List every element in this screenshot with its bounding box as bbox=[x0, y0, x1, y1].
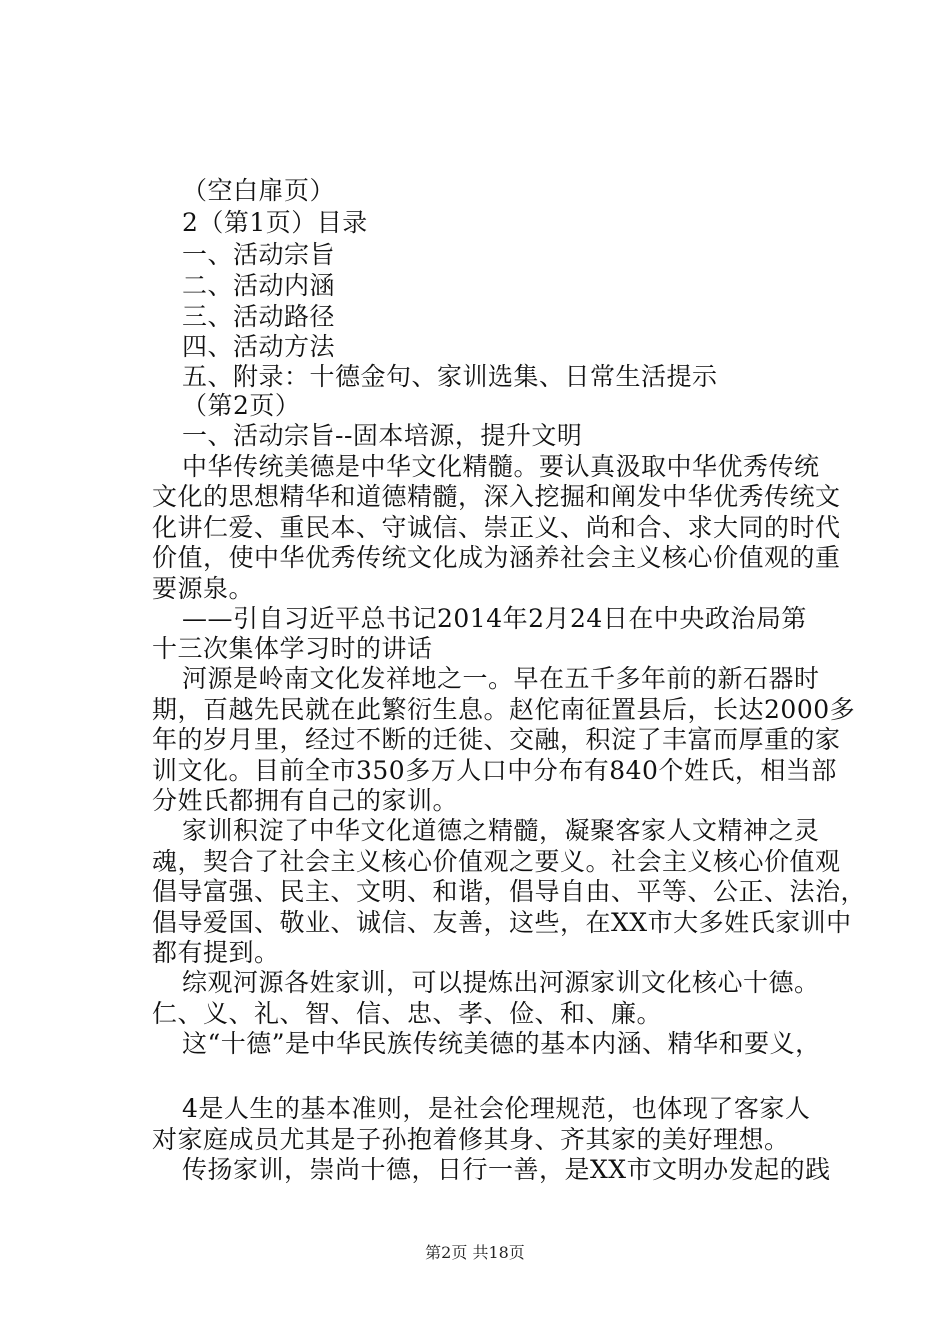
text-line: 2（第1页）目录 bbox=[182, 208, 368, 237]
text-line: 分姓氏都拥有自己的家训。 bbox=[152, 786, 459, 815]
text-line: ——引自习近平总书记2014年2月24日在中央政治局第 bbox=[182, 604, 807, 633]
text-line: 家训积淀了中华文化道德之精髓，凝聚客家人文精神之灵 bbox=[182, 816, 820, 845]
text-line: 训文化。目前全市350多万人口中分布有840个姓氏，相当部 bbox=[152, 756, 837, 785]
text-line: 要源泉。 bbox=[152, 574, 255, 603]
text-line: 对家庭成员尤其是子孙抱着修其身、齐其家的美好理想。 bbox=[152, 1125, 790, 1154]
text-line: 期，百越先民就在此繁衍生息。赵佗南征置县后，长达2000多 bbox=[152, 695, 856, 724]
text-line: 价值，使中华优秀传统文化成为涵养社会主义核心价值观的重 bbox=[152, 543, 841, 572]
text-line: 三、活动路径 bbox=[182, 302, 336, 331]
text-line: 传扬家训，崇尚十德，日行一善，是XX市文明办发起的践 bbox=[182, 1155, 831, 1184]
text-line: 年的岁月里，经过不断的迁徙、交融，积淀了丰富而厚重的家 bbox=[152, 725, 841, 754]
text-line: 倡导富强、民主、文明、和谐，倡导自由、平等、公正、法治， bbox=[152, 877, 867, 906]
text-line: 四、活动方法 bbox=[182, 332, 336, 361]
text-line: 综观河源各姓家训，可以提炼出河源家训文化核心十德。 bbox=[182, 968, 820, 997]
text-line: （第2页） bbox=[182, 391, 301, 420]
section-heading: 一、活动宗旨--固本培源，提升文明 bbox=[182, 421, 583, 450]
text-line: 都有提到。 bbox=[152, 938, 280, 967]
text-line: 文化的思想精华和道德精髓，深入挖掘和阐发中华优秀传统文 bbox=[152, 482, 841, 511]
text-line: （空白扉页） bbox=[182, 176, 336, 205]
page-footer: 第2页 共18页 bbox=[425, 1243, 525, 1262]
text-line: 魂，契合了社会主义核心价值观之要义。社会主义核心价值观 bbox=[152, 847, 841, 876]
text-line: 这“十德”是中华民族传统美德的基本内涵、精华和要义， bbox=[182, 1029, 821, 1058]
text-line: 二、活动内涵 bbox=[182, 271, 336, 300]
text-line: 化讲仁爱、重民本、守诚信、崇正义、尚和合、求大同的时代 bbox=[152, 513, 841, 542]
text-line: 五、附录：十德金句、家训选集、日常生活提示 bbox=[182, 362, 718, 391]
text-line: 倡导爱国、敬业、诚信、友善，这些，在XX市大多姓氏家训中 bbox=[152, 908, 852, 937]
text-line: 4是人生的基本准则，是社会伦理规范，也体现了客家人 bbox=[182, 1094, 811, 1123]
text-line: 中华传统美德是中华文化精髓。要认真汲取中华优秀传统 bbox=[182, 452, 820, 481]
text-line: 十三次集体学习时的讲话 bbox=[152, 634, 433, 663]
text-line: 仁、义、礼、智、信、忠、孝、俭、和、廉。 bbox=[152, 999, 663, 1028]
text-line: 一、活动宗旨 bbox=[182, 240, 336, 269]
text-line: 河源是岭南文化发祥地之一。早在五千多年前的新石器时 bbox=[182, 664, 820, 693]
